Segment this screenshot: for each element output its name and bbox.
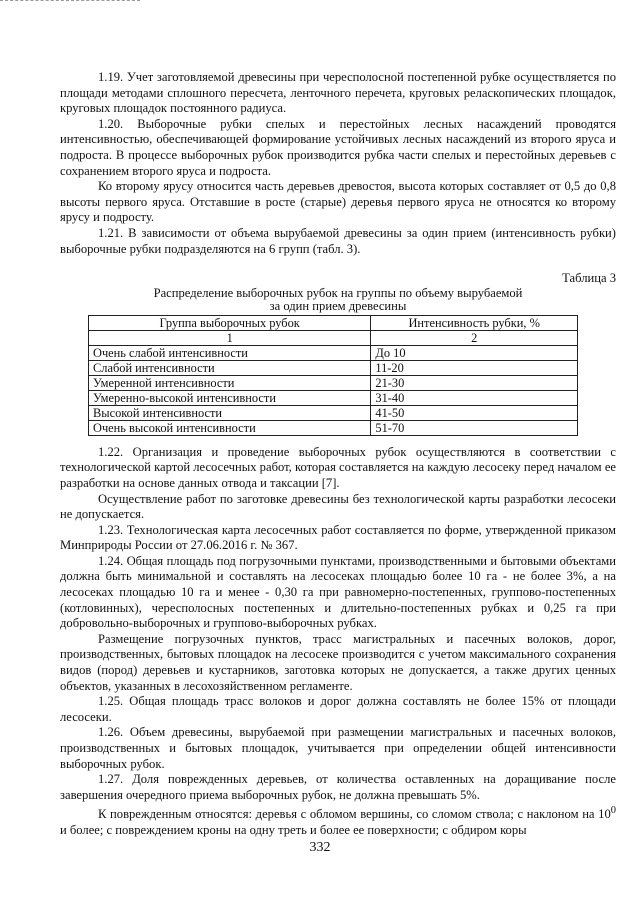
row-intensity: 31-40 — [371, 390, 578, 405]
row-group: Слабой интенсивности — [89, 360, 371, 375]
table-row — [89, 405, 578, 420]
header-group: Группа выборочных рубок — [89, 315, 371, 330]
header-intensity: Интенсивность рубки, % — [371, 315, 578, 330]
row-group: Умеренной интенсивности — [89, 375, 371, 390]
paragraph-second-tier: Ко второму ярусу относится часть деревьев древостоя, высота которых составляет от 0,5 до 0,8 высоты первого яруса. Отставшие в росте (старые) деревья первого яруса не относятся ко второму ярусу и подросту. — [60, 179, 616, 225]
row-intensity: 41-50 — [371, 405, 578, 420]
degree-superscript: 0 — [610, 805, 616, 817]
row-intensity: 21-30 — [371, 375, 578, 390]
paragraph-1-22: 1.22. Организация и проведение выборочных рубок осуществляются в соответствии с технологической картой лесосечных работ, которая составляется на каждую лесосеку перед началом ее разработки на основе данных отвода и таксации [7]. — [60, 444, 616, 490]
table-header-row — [89, 315, 578, 330]
paragraph-1-25: 1.25. Общая площадь трасс волоков и дорог должна составлять не более 15% от площади лесосеки. — [60, 694, 616, 724]
document-page — [60, 70, 616, 839]
row-intensity: 11-20 — [371, 360, 578, 375]
table-caption: Распределение выборочных рубок на группы по объему вырубаемой за один прием древесины — [153, 285, 523, 314]
colnum-1: 1 — [89, 330, 371, 345]
paragraph-1-20: 1.20. Выборочные рубки спелых и перестойных лесных насаждений проводятся интенсивностью, обеспечивающей формирование устойчивых лесных насаждений из второго яруса и подроста. В процессе выборочных рубок производится рубка части спелых и перестойных деревьев с сохранением второго яруса и подроста. — [60, 116, 616, 178]
row-intensity: До 10 — [371, 345, 578, 360]
paragraph-1-24: 1.24. Общая площадь под погрузочными пунктами, производственными и бытовыми объектами должна быть минимальной и составлять на лесосеках площадью более 10 га - не более 3%, а на лесосеках площадью 10 га и менее - 0,30 га при равномерно-постепенных, группово-постепенных (котловинных), чересполосных постепенных и длительно-постепенных рубках и 0,25 га при добровольно-выборочных и группово-выборочных рубках. — [60, 553, 616, 631]
row-group: Умеренно-высокой интенсивности — [89, 390, 371, 405]
paragraph-placement: Размещение погрузочных пунктов, трасс магистральных и пасечных волоков, дорог, производственных, бытовых площадок на лесосеке производится с учетом максимального сохранения видов (пород) деревьев и кустарников, заготовка которых не допускается, а также других ценных объектов, указанных в лесохозяйственном регламенте. — [60, 631, 616, 693]
table-row — [89, 375, 578, 390]
paragraph-1-27: 1.27. Доля поврежденных деревьев, от количества оставленных на доращивание после завершения очередного приема выборочных рубок, не должна превышать 5%. — [60, 772, 616, 802]
table-colnum-row — [89, 330, 578, 345]
paragraph-1-26: 1.26. Объем древесины, вырубаемой при размещении магистральных и пасечных волоков, производственных и бытовых площадок, учитывается при определении общей интенсивности выборочных рубок. — [60, 725, 616, 771]
selective-felling-table — [88, 315, 578, 436]
paragraph-1-19: 1.19. Учет заготовляемой древесины при чересполосной постепенной рубке осуществляется по площади методами сплошного пересчета, ленточного перечета, круговых реласкопических площадок, круговых площадок постоянного радиуса. — [60, 70, 616, 116]
paragraph-damaged-trees — [60, 803, 616, 838]
table-row — [89, 390, 578, 405]
table-number: Таблица 3 — [562, 271, 616, 286]
colnum-2: 2 — [371, 330, 578, 345]
paragraph-no-tech-map: Осуществление работ по заготовке древесины без технологической карты разработки лесосеки не допускается. — [60, 491, 616, 522]
row-group: Очень слабой интенсивности — [89, 345, 371, 360]
page-number: 332 — [309, 840, 331, 855]
row-intensity: 51-70 — [371, 420, 578, 435]
paragraph-1-23: 1.23. Технологическая карта лесосечных работ составляется по форме, утвержденной приказом Минприроды России от 27.06.2016 г. № 367. — [60, 522, 616, 553]
table-row — [89, 420, 578, 435]
row-group: Высокой интенсивности — [89, 405, 371, 420]
scan-edge-mark — [0, 0, 140, 3]
table-row — [89, 360, 578, 375]
table-row — [89, 345, 578, 360]
damaged-trees-text-b: и более; с повреждением кроны на одну треть и более ее поверхности; с обдиром коры — [60, 823, 527, 838]
paragraph-1-21: 1.21. В зависимости от объема вырубаемой древесины за один прием (интенсивность рубки) выборочные рубки подразделяются на 6 групп (табл. 3). — [60, 225, 616, 256]
damaged-trees-text-a: К поврежденным относятся: деревья с обломом вершины, со сломом ствола; с наклоном на 10 — [98, 807, 611, 822]
row-group: Очень высокой интенсивности — [89, 420, 371, 435]
